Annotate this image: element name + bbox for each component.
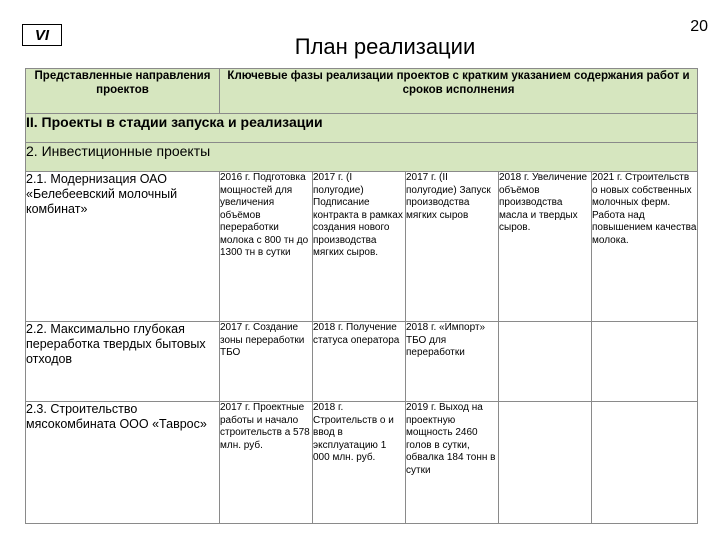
- project-name: 2.1. Модернизация ОАО «Белебеевский молочный комбинат»: [26, 172, 220, 322]
- phase-cell: 2019 г. Выход на проектную мощность 2460 голов в сутки, обвалка 184 тонн в сутки: [406, 402, 499, 524]
- phase-cell: 2018 г. Получение статуса оператора: [313, 322, 406, 402]
- phase-cell: [592, 322, 698, 402]
- phase-cell: 2018 г. «Импорт» ТБО для переработки: [406, 322, 499, 402]
- header-directions: Представленные направления проектов: [26, 69, 220, 114]
- phase-cell: 2016 г. Подготовка мощностей для увеличения объёмов переработки молока с 800 тн до 1300 тн в сутки: [220, 172, 313, 322]
- subsection-title: 2. Инвестиционные проекты: [26, 143, 698, 172]
- phase-cell: 2017 г. (II полугодие) Запуск производства мягких сыров: [406, 172, 499, 322]
- section-row: [26, 114, 698, 143]
- phase-cell: 2021 г. Строительств о новых собственных молочных ферм. Работа над повышением качества молока.: [592, 172, 698, 322]
- phase-cell: 2017 г. (I полугодие) Подписание контракта в рамках создания нового производства мягких сыров.: [313, 172, 406, 322]
- table-row: [26, 402, 698, 524]
- phase-cell: 2017 г. Создание зоны переработки ТБО: [220, 322, 313, 402]
- section-label: VI: [22, 24, 62, 46]
- page-title: План реализации: [294, 34, 476, 59]
- phase-cell: [592, 402, 698, 524]
- project-name: 2.3. Строительство мясокомбината ООО «Таврос»: [26, 402, 220, 524]
- header-phases: Ключевые фазы реализации проектов с кратким указанием содержания работ и сроков исполнения: [220, 69, 698, 114]
- plan-table: [25, 68, 698, 524]
- phase-cell: [499, 322, 592, 402]
- page-number: 20: [690, 18, 708, 35]
- subsection-row: [26, 143, 698, 172]
- phase-cell: 2018 г. Строительств о и ввод в эксплуатацию 1 000 млн. руб.: [313, 402, 406, 524]
- section-title: II. Проекты в стадии запуска и реализации: [26, 114, 698, 143]
- table-row: [26, 172, 698, 322]
- project-name: 2.2. Максимально глубокая переработка твердых бытовых отходов: [26, 322, 220, 402]
- table-row: [26, 322, 698, 402]
- phase-cell: 2017 г. Проектные работы и начало строительств а 578 млн. руб.: [220, 402, 313, 524]
- table-header-row: [26, 69, 698, 114]
- phase-cell: 2018 г. Увеличение объёмов производства масла и твердых сыров.: [499, 172, 592, 322]
- phase-cell: [499, 402, 592, 524]
